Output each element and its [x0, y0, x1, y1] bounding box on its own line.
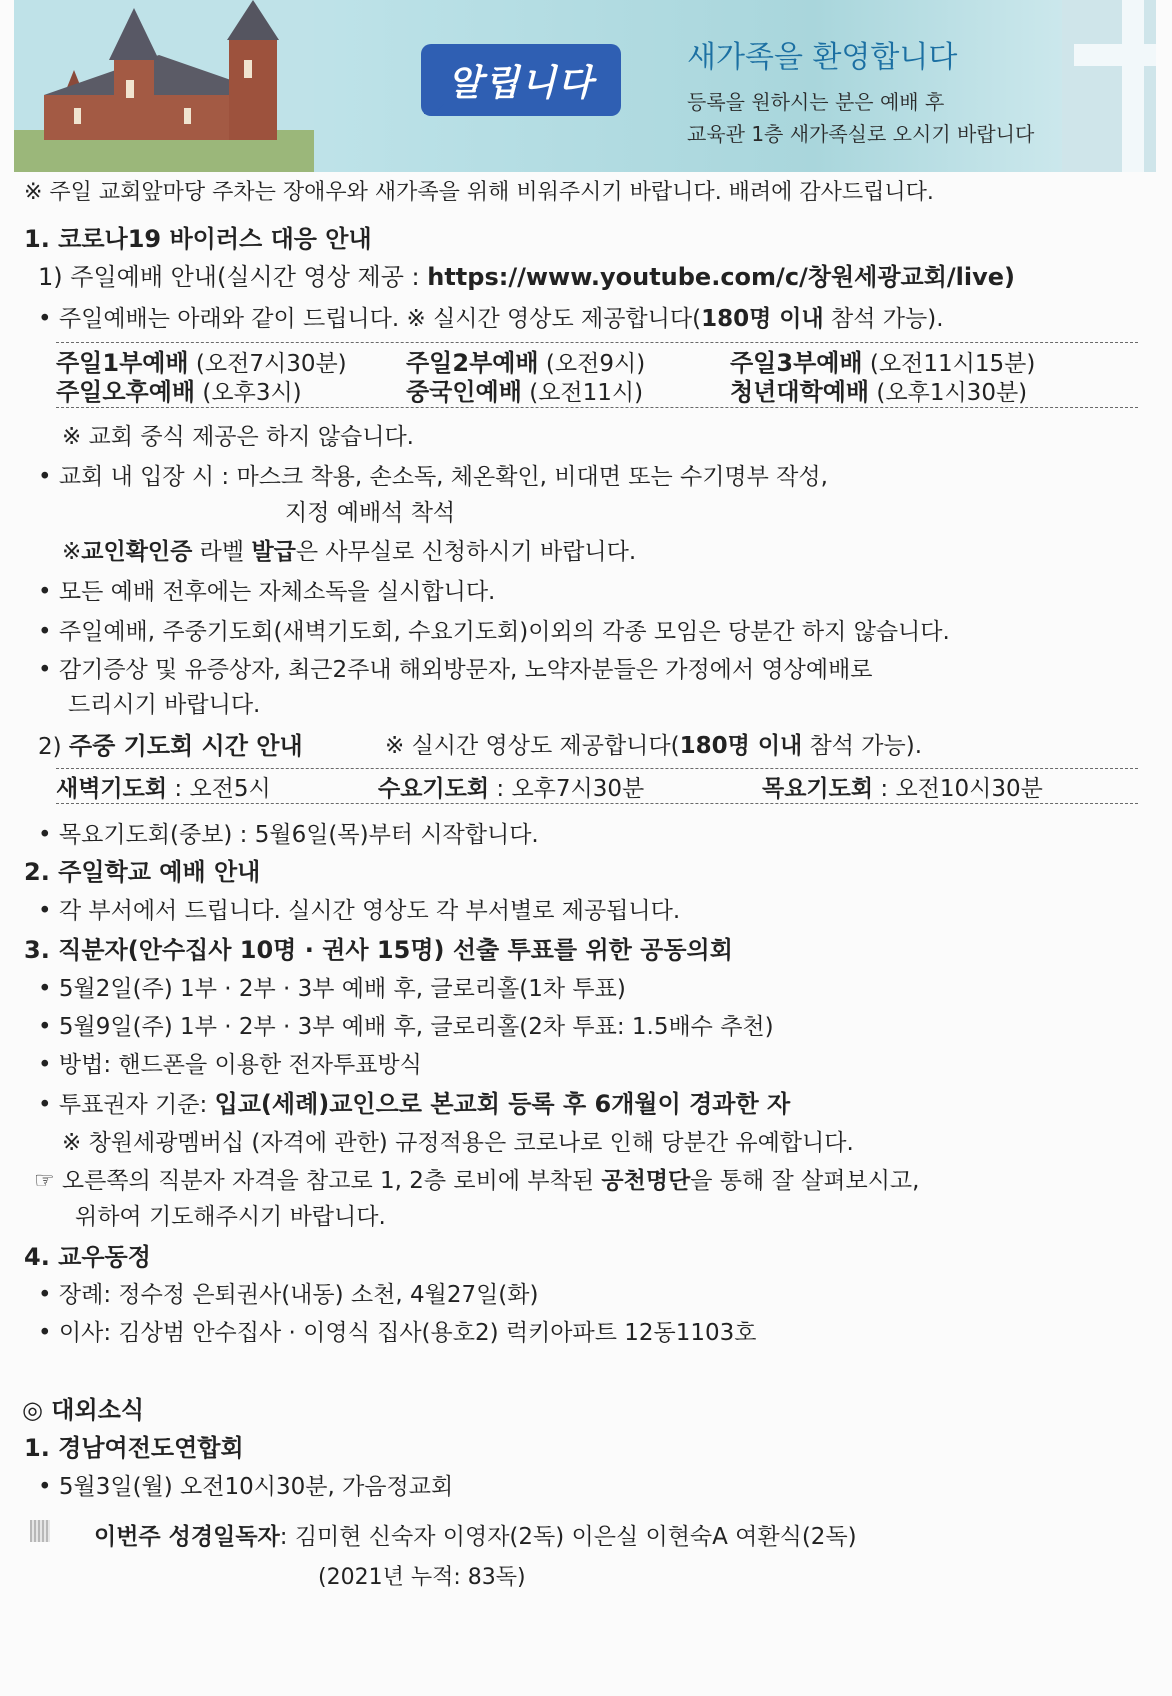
- note-text: 라벨: [192, 539, 252, 565]
- entry-bullet-cont: 지정 예배석 착석: [285, 500, 456, 526]
- nominee-list-term: 공천명단: [601, 1168, 691, 1194]
- vote-bullet-2: • 5월9일(주) 1부 · 2부 · 3부 예배 후, 글로리홀(2차 투표: 1.5배수 추천): [38, 1014, 774, 1040]
- schedule-time: (오후1시30분): [869, 380, 1028, 406]
- worship-bullet-text: • 주일예배는 아래와 같이 드립니다. ※ 실시간 영상도 제공합니다(: [38, 306, 702, 332]
- schedule-item: [406, 372, 643, 407]
- schedule-item: [730, 372, 1027, 407]
- cross-icon: [1062, 0, 1156, 172]
- prayer-divider-bottom: [56, 803, 1138, 804]
- schedule-time: (오전11시): [521, 380, 644, 406]
- prayer-item: [762, 770, 1043, 803]
- worship-bullet-end: 참석 가능).: [823, 306, 944, 332]
- schedule-time: (오후3시): [195, 380, 302, 406]
- schedule-name: 주일1부예배: [56, 349, 189, 377]
- schedule-item: [56, 372, 302, 407]
- cold-bullet: • 감기증상 및 유증상자, 최근2주내 해외방문자, 노약자분들은 가정에서 영상예배로: [38, 657, 873, 683]
- live-stream-url: https://www.youtube.com/c/창원세광교회/live): [427, 263, 1016, 291]
- prayer-name: 수요기도회: [378, 776, 490, 802]
- prayer-name: 새벽기도회: [56, 776, 168, 802]
- issue-term: 발급: [251, 539, 296, 565]
- sunday-worship-info: [38, 257, 1015, 292]
- schedule-time: (오전7시30분): [188, 351, 347, 377]
- moving-bullet: • 이사: 김상범 안수집사 · 이영식 집사(용호2) 럭키아파트 12동1103호: [38, 1320, 757, 1346]
- capacity-limit: 180명 이내: [701, 306, 824, 332]
- prayer-time: : 오전5시: [167, 776, 271, 802]
- badge-tail: [424, 104, 444, 114]
- sunday-worship-label: 1) 주일예배 안내(실시간 영상 제공 :: [38, 263, 428, 291]
- section1-title: 1. 코로나19 바이러스 대응 안내: [24, 225, 372, 253]
- sub-number: 2): [38, 734, 69, 760]
- prayer-time: : 오후7시30분: [489, 776, 645, 802]
- bible-readers-names: : 김미현 신숙자 이영자(2독) 이은실 이현숙A 여환식(2독): [279, 1524, 857, 1550]
- welcome-title: 새가족을 환영합니다: [687, 40, 958, 75]
- section4-title: 4. 교우동정: [24, 1243, 151, 1271]
- parking-note: ※ 주일 교회앞마당 주차는 장애우와 새가족을 위해 비워주시기 바랍니다. 배려에 감사드립니다.: [24, 180, 934, 205]
- pointer-note-cont: 위하여 기도해주시기 바랍니다.: [75, 1204, 386, 1230]
- member-label-note: [62, 533, 636, 566]
- note-text: ※ 실시간 영상도 제공합니다(: [385, 733, 680, 759]
- book-icon: [30, 1520, 50, 1542]
- note-text: 은 사무실로 신청하시기 바랍니다.: [295, 539, 637, 565]
- schedule-name: 주일3부예배: [730, 349, 863, 377]
- pointer-text: ☞ 오른쪽의 직분자 자격을 참고로 1, 2층 로비에 부착된: [34, 1168, 602, 1194]
- announcement-badge: 알립니다: [421, 44, 621, 116]
- meal-note: ※ 교회 중식 제공은 하지 않습니다.: [62, 424, 414, 450]
- external-news-title: ◎ 대외소식: [22, 1396, 145, 1424]
- voter-criteria-label: • 투표권자 기준:: [38, 1092, 215, 1118]
- disinfect-bullet: • 모든 예배 전후에는 자체소독을 실시합니다.: [38, 579, 496, 605]
- schedule-time: (오전11시15분): [862, 351, 1036, 377]
- funeral-bullet: • 장례: 정수정 은퇴권사(내동) 소천, 4월27일(화): [38, 1282, 539, 1308]
- note-text: 참석 가능).: [802, 733, 923, 759]
- prayer-name: 목요기도회: [762, 776, 874, 802]
- capacity-limit: 180명 이내: [679, 733, 803, 759]
- prayer-item: [378, 770, 644, 803]
- bible-readers-cumulative: (2021년 누적: 83독): [318, 1565, 526, 1590]
- schedule-time: (오전9시): [538, 351, 646, 377]
- prayer-divider-top: [56, 768, 1138, 769]
- voter-criteria: 입교(세례)교인으로 본교회 등록 후 6개월이 경과한 자: [214, 1090, 791, 1118]
- schedule-name: 청년대학예배: [730, 378, 870, 406]
- meetings-bullet: • 주일예배, 주중기도회(새벽기도회, 수요기도회)이외의 각종 모임은 당분간 하지 않습니다.: [38, 619, 950, 645]
- schedule-divider-bottom: [56, 407, 1138, 408]
- schedule-name: 중국인예배: [406, 378, 522, 406]
- weekday-prayer-note: [385, 727, 922, 760]
- thursday-bullet: • 목요기도회(중보) : 5월6일(목)부터 시작합니다.: [38, 822, 539, 848]
- schedule-name: 주일오후예배: [56, 378, 196, 406]
- sunday-school-bullet: • 각 부서에서 드립니다. 실시간 영상도 각 부서별로 제공됩니다.: [38, 898, 681, 924]
- welcome-line-2: 교육관 1층 새가족실로 오시기 바랍니다: [687, 122, 1035, 146]
- membership-note: ※ 창원세광멤버십 (자격에 관한) 규정적용은 코로나로 인해 당분간 유예합니다.: [62, 1130, 854, 1156]
- member-id-term: 교인확인증: [81, 539, 193, 565]
- welcome-line-1: 등록을 원하시는 분은 예배 후: [687, 90, 945, 114]
- vote-bullet-3: • 방법: 핸드폰을 이용한 전자투표방식: [38, 1052, 422, 1078]
- note-mark: ※: [62, 539, 82, 565]
- prayer-time: : 오전10시30분: [873, 776, 1043, 802]
- external-item-bullet: • 5월3일(월) 오전10시30분, 가음정교회: [38, 1474, 454, 1500]
- section3-title: 3. 직분자(안수집사 10명 · 권사 15명) 선출 투표를 위한 공동의회: [24, 936, 733, 964]
- section2-title: 2. 주일학교 예배 안내: [24, 858, 261, 886]
- schedule-name: 주일2부예배: [406, 349, 539, 377]
- cold-bullet-cont: 드리시기 바랍니다.: [68, 692, 261, 718]
- weekday-prayer-heading: [38, 726, 303, 761]
- worship-bullet: [38, 300, 944, 333]
- external-item-title: 1. 경남여전도연합회: [24, 1434, 244, 1462]
- prayer-item: [56, 770, 271, 803]
- weekday-prayer-title: 주중 기도회 시간 안내: [68, 732, 303, 760]
- entry-bullet: • 교회 내 입장 시 : 마스크 착용, 손소독, 체온확인, 비대면 또는 수기명부 작성,: [38, 464, 828, 490]
- church-illustration: [14, 0, 314, 172]
- pointer-note: [34, 1162, 919, 1195]
- bible-readers-label: 이번주 성경일독자: [94, 1523, 280, 1550]
- vote-bullet-1: • 5월2일(주) 1부 · 2부 · 3부 예배 후, 글로리홀(1차 투표): [38, 976, 626, 1002]
- bible-readers: [94, 1518, 857, 1551]
- pointer-text: 을 통해 잘 살펴보시고,: [690, 1168, 920, 1194]
- header-banner: [14, 0, 1156, 172]
- vote-bullet-4: [38, 1084, 790, 1119]
